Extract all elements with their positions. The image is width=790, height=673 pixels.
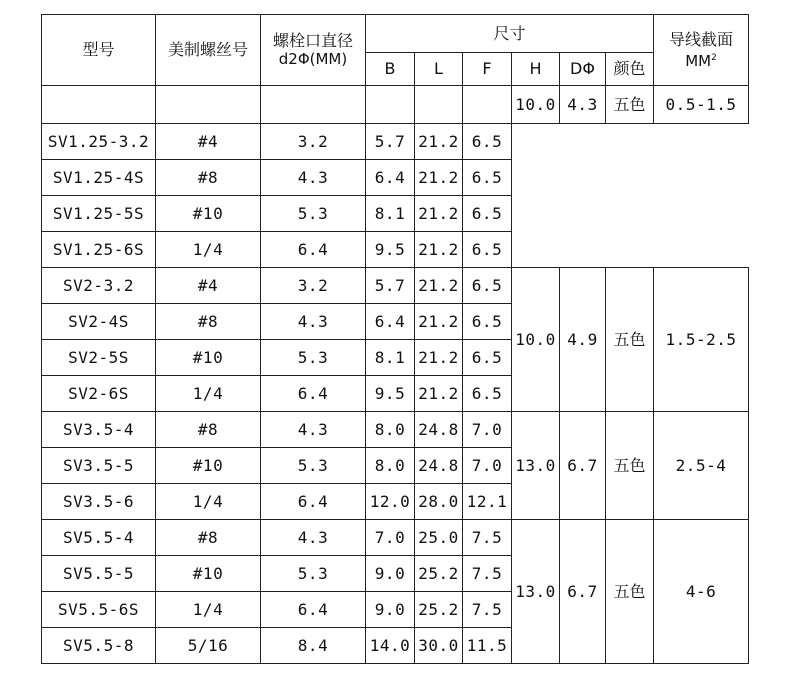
table-row bbox=[42, 520, 749, 556]
spacer-cell bbox=[463, 86, 512, 124]
header-F: F bbox=[463, 53, 512, 86]
cell-model: SV2-4S bbox=[42, 304, 156, 340]
group-3-color: 五色 bbox=[606, 520, 654, 664]
cell-L: 24.8 bbox=[415, 448, 463, 484]
cell-d2: 5.3 bbox=[261, 340, 366, 376]
header-us-screw: 美制螺丝号 bbox=[156, 15, 261, 86]
cell-F: 7.5 bbox=[463, 556, 512, 592]
header-wire-section-line1: 导线截面 bbox=[669, 29, 734, 49]
cell-F: 7.0 bbox=[463, 412, 512, 448]
header-wire-section-line2 bbox=[654, 49, 748, 70]
cell-B: 9.5 bbox=[366, 376, 415, 412]
cell-B: 8.1 bbox=[366, 196, 415, 232]
cell-F: 6.5 bbox=[463, 340, 512, 376]
header-L: L bbox=[415, 53, 463, 86]
cell-model: SV5.5-8 bbox=[42, 628, 156, 664]
cell-B: 9.5 bbox=[366, 232, 415, 268]
table-row bbox=[42, 232, 749, 268]
cell-B: 9.0 bbox=[366, 556, 415, 592]
group-3-H: 13.0 bbox=[512, 520, 560, 664]
cell-d2: 4.3 bbox=[261, 304, 366, 340]
cell-screw: #10 bbox=[156, 196, 261, 232]
cell-screw: #10 bbox=[156, 340, 261, 376]
cell-model: SV5.5-5 bbox=[42, 556, 156, 592]
cell-B: 8.0 bbox=[366, 412, 415, 448]
cell-model: SV5.5-6S bbox=[42, 592, 156, 628]
group-2-D: 6.7 bbox=[560, 412, 606, 520]
header-B: B bbox=[366, 53, 415, 86]
cell-model: SV2-3.2 bbox=[42, 268, 156, 304]
table-row bbox=[42, 196, 749, 232]
cell-d2: 8.4 bbox=[261, 628, 366, 664]
group-1-section: 1.5-2.5 bbox=[654, 268, 749, 412]
cell-L: 24.8 bbox=[415, 412, 463, 448]
cell-screw: #8 bbox=[156, 412, 261, 448]
cell-F: 7.5 bbox=[463, 520, 512, 556]
table-row bbox=[42, 160, 749, 196]
cell-B: 6.4 bbox=[366, 304, 415, 340]
table-row bbox=[42, 412, 749, 448]
cell-screw: 1/4 bbox=[156, 592, 261, 628]
cell-L: 21.2 bbox=[415, 304, 463, 340]
group-0-H: 10.0 bbox=[512, 86, 560, 124]
cell-B: 14.0 bbox=[366, 628, 415, 664]
cell-model: SV2-5S bbox=[42, 340, 156, 376]
cell-d2: 3.2 bbox=[261, 268, 366, 304]
header-wire-section bbox=[654, 15, 749, 86]
cell-model: SV1.25-3.2 bbox=[42, 124, 156, 160]
header-color: 颜色 bbox=[606, 53, 654, 86]
cell-F: 6.5 bbox=[463, 268, 512, 304]
cell-screw: #4 bbox=[156, 124, 261, 160]
cell-B: 8.1 bbox=[366, 340, 415, 376]
cell-L: 21.2 bbox=[415, 124, 463, 160]
cell-screw: #8 bbox=[156, 160, 261, 196]
cell-L: 21.2 bbox=[415, 268, 463, 304]
cell-L: 28.0 bbox=[415, 484, 463, 520]
group-0-section: 0.5-1.5 bbox=[654, 86, 749, 124]
header-wire-section-sup: 2 bbox=[711, 52, 717, 63]
cell-B: 12.0 bbox=[366, 484, 415, 520]
group-1-color: 五色 bbox=[606, 268, 654, 412]
cell-d2: 5.3 bbox=[261, 196, 366, 232]
cell-L: 30.0 bbox=[415, 628, 463, 664]
cell-model: SV3.5-6 bbox=[42, 484, 156, 520]
header-bolt-diameter-line2: d2Φ(MM) bbox=[278, 50, 348, 68]
cell-model: SV3.5-4 bbox=[42, 412, 156, 448]
cell-screw: #10 bbox=[156, 448, 261, 484]
header-bolt-diameter-line1: 螺栓口直径 bbox=[272, 31, 353, 50]
group-2-section: 2.5-4 bbox=[654, 412, 749, 520]
group-1-H: 10.0 bbox=[512, 268, 560, 412]
group-3-D: 6.7 bbox=[560, 520, 606, 664]
cell-screw: #4 bbox=[156, 268, 261, 304]
cell-d2: 5.3 bbox=[261, 448, 366, 484]
cell-F: 6.5 bbox=[463, 304, 512, 340]
spacer-cell bbox=[261, 86, 366, 124]
spacer-cell bbox=[42, 86, 156, 124]
cell-L: 25.0 bbox=[415, 520, 463, 556]
cell-B: 9.0 bbox=[366, 592, 415, 628]
header-bolt-diameter bbox=[261, 15, 366, 86]
cell-screw: 1/4 bbox=[156, 484, 261, 520]
cell-d2: 6.4 bbox=[261, 484, 366, 520]
header-wire-section-unit: MM bbox=[685, 51, 712, 70]
spacer-cell bbox=[415, 86, 463, 124]
cell-L: 21.2 bbox=[415, 340, 463, 376]
table-row bbox=[42, 268, 749, 304]
cell-F: 11.5 bbox=[463, 628, 512, 664]
cell-L: 21.2 bbox=[415, 196, 463, 232]
cell-L: 21.2 bbox=[415, 160, 463, 196]
cell-screw: #10 bbox=[156, 556, 261, 592]
cell-model: SV1.25-4S bbox=[42, 160, 156, 196]
cell-model: SV2-6S bbox=[42, 376, 156, 412]
cell-d2: 5.3 bbox=[261, 556, 366, 592]
cell-L: 21.2 bbox=[415, 232, 463, 268]
cell-B: 6.4 bbox=[366, 160, 415, 196]
cell-F: 7.0 bbox=[463, 448, 512, 484]
cell-screw: #8 bbox=[156, 304, 261, 340]
cell-d2: 6.4 bbox=[261, 592, 366, 628]
group-0-D: 4.3 bbox=[560, 86, 606, 124]
cell-screw: 1/4 bbox=[156, 232, 261, 268]
cell-d2: 4.3 bbox=[261, 412, 366, 448]
header-H: H bbox=[512, 53, 560, 86]
cell-d2: 4.3 bbox=[261, 520, 366, 556]
cell-F: 6.5 bbox=[463, 196, 512, 232]
cell-B: 8.0 bbox=[366, 448, 415, 484]
cell-model: SV1.25-6S bbox=[42, 232, 156, 268]
cell-L: 25.2 bbox=[415, 556, 463, 592]
cell-B: 5.7 bbox=[366, 268, 415, 304]
spacer-cell bbox=[156, 86, 261, 124]
cell-d2: 4.3 bbox=[261, 160, 366, 196]
header-model: 型号 bbox=[42, 15, 156, 86]
cell-screw: 5/16 bbox=[156, 628, 261, 664]
cell-model: SV1.25-5S bbox=[42, 196, 156, 232]
group-3-section: 4-6 bbox=[654, 520, 749, 664]
group-1-D: 4.9 bbox=[560, 268, 606, 412]
header-dimensions: 尺寸 bbox=[366, 15, 654, 53]
cell-B: 5.7 bbox=[366, 124, 415, 160]
table-row bbox=[42, 124, 749, 160]
cell-screw: 1/4 bbox=[156, 376, 261, 412]
cell-model: SV5.5-4 bbox=[42, 520, 156, 556]
group-2-H: 13.0 bbox=[512, 412, 560, 520]
cell-d2: 3.2 bbox=[261, 124, 366, 160]
cell-screw: #8 bbox=[156, 520, 261, 556]
cell-F: 12.1 bbox=[463, 484, 512, 520]
cell-F: 6.5 bbox=[463, 376, 512, 412]
cell-F: 6.5 bbox=[463, 160, 512, 196]
cell-F: 7.5 bbox=[463, 592, 512, 628]
header-spacer-row bbox=[42, 86, 749, 124]
group-2-color: 五色 bbox=[606, 412, 654, 520]
cell-d2: 6.4 bbox=[261, 376, 366, 412]
cell-d2: 6.4 bbox=[261, 232, 366, 268]
cell-L: 25.2 bbox=[415, 592, 463, 628]
cell-F: 6.5 bbox=[463, 124, 512, 160]
cell-F: 6.5 bbox=[463, 232, 512, 268]
cell-L: 21.2 bbox=[415, 376, 463, 412]
cell-model: SV3.5-5 bbox=[42, 448, 156, 484]
header-D: DΦ bbox=[560, 53, 606, 86]
spacer-cell bbox=[366, 86, 415, 124]
cell-B: 7.0 bbox=[366, 520, 415, 556]
spec-table bbox=[41, 14, 749, 664]
group-0-color: 五色 bbox=[606, 86, 654, 124]
